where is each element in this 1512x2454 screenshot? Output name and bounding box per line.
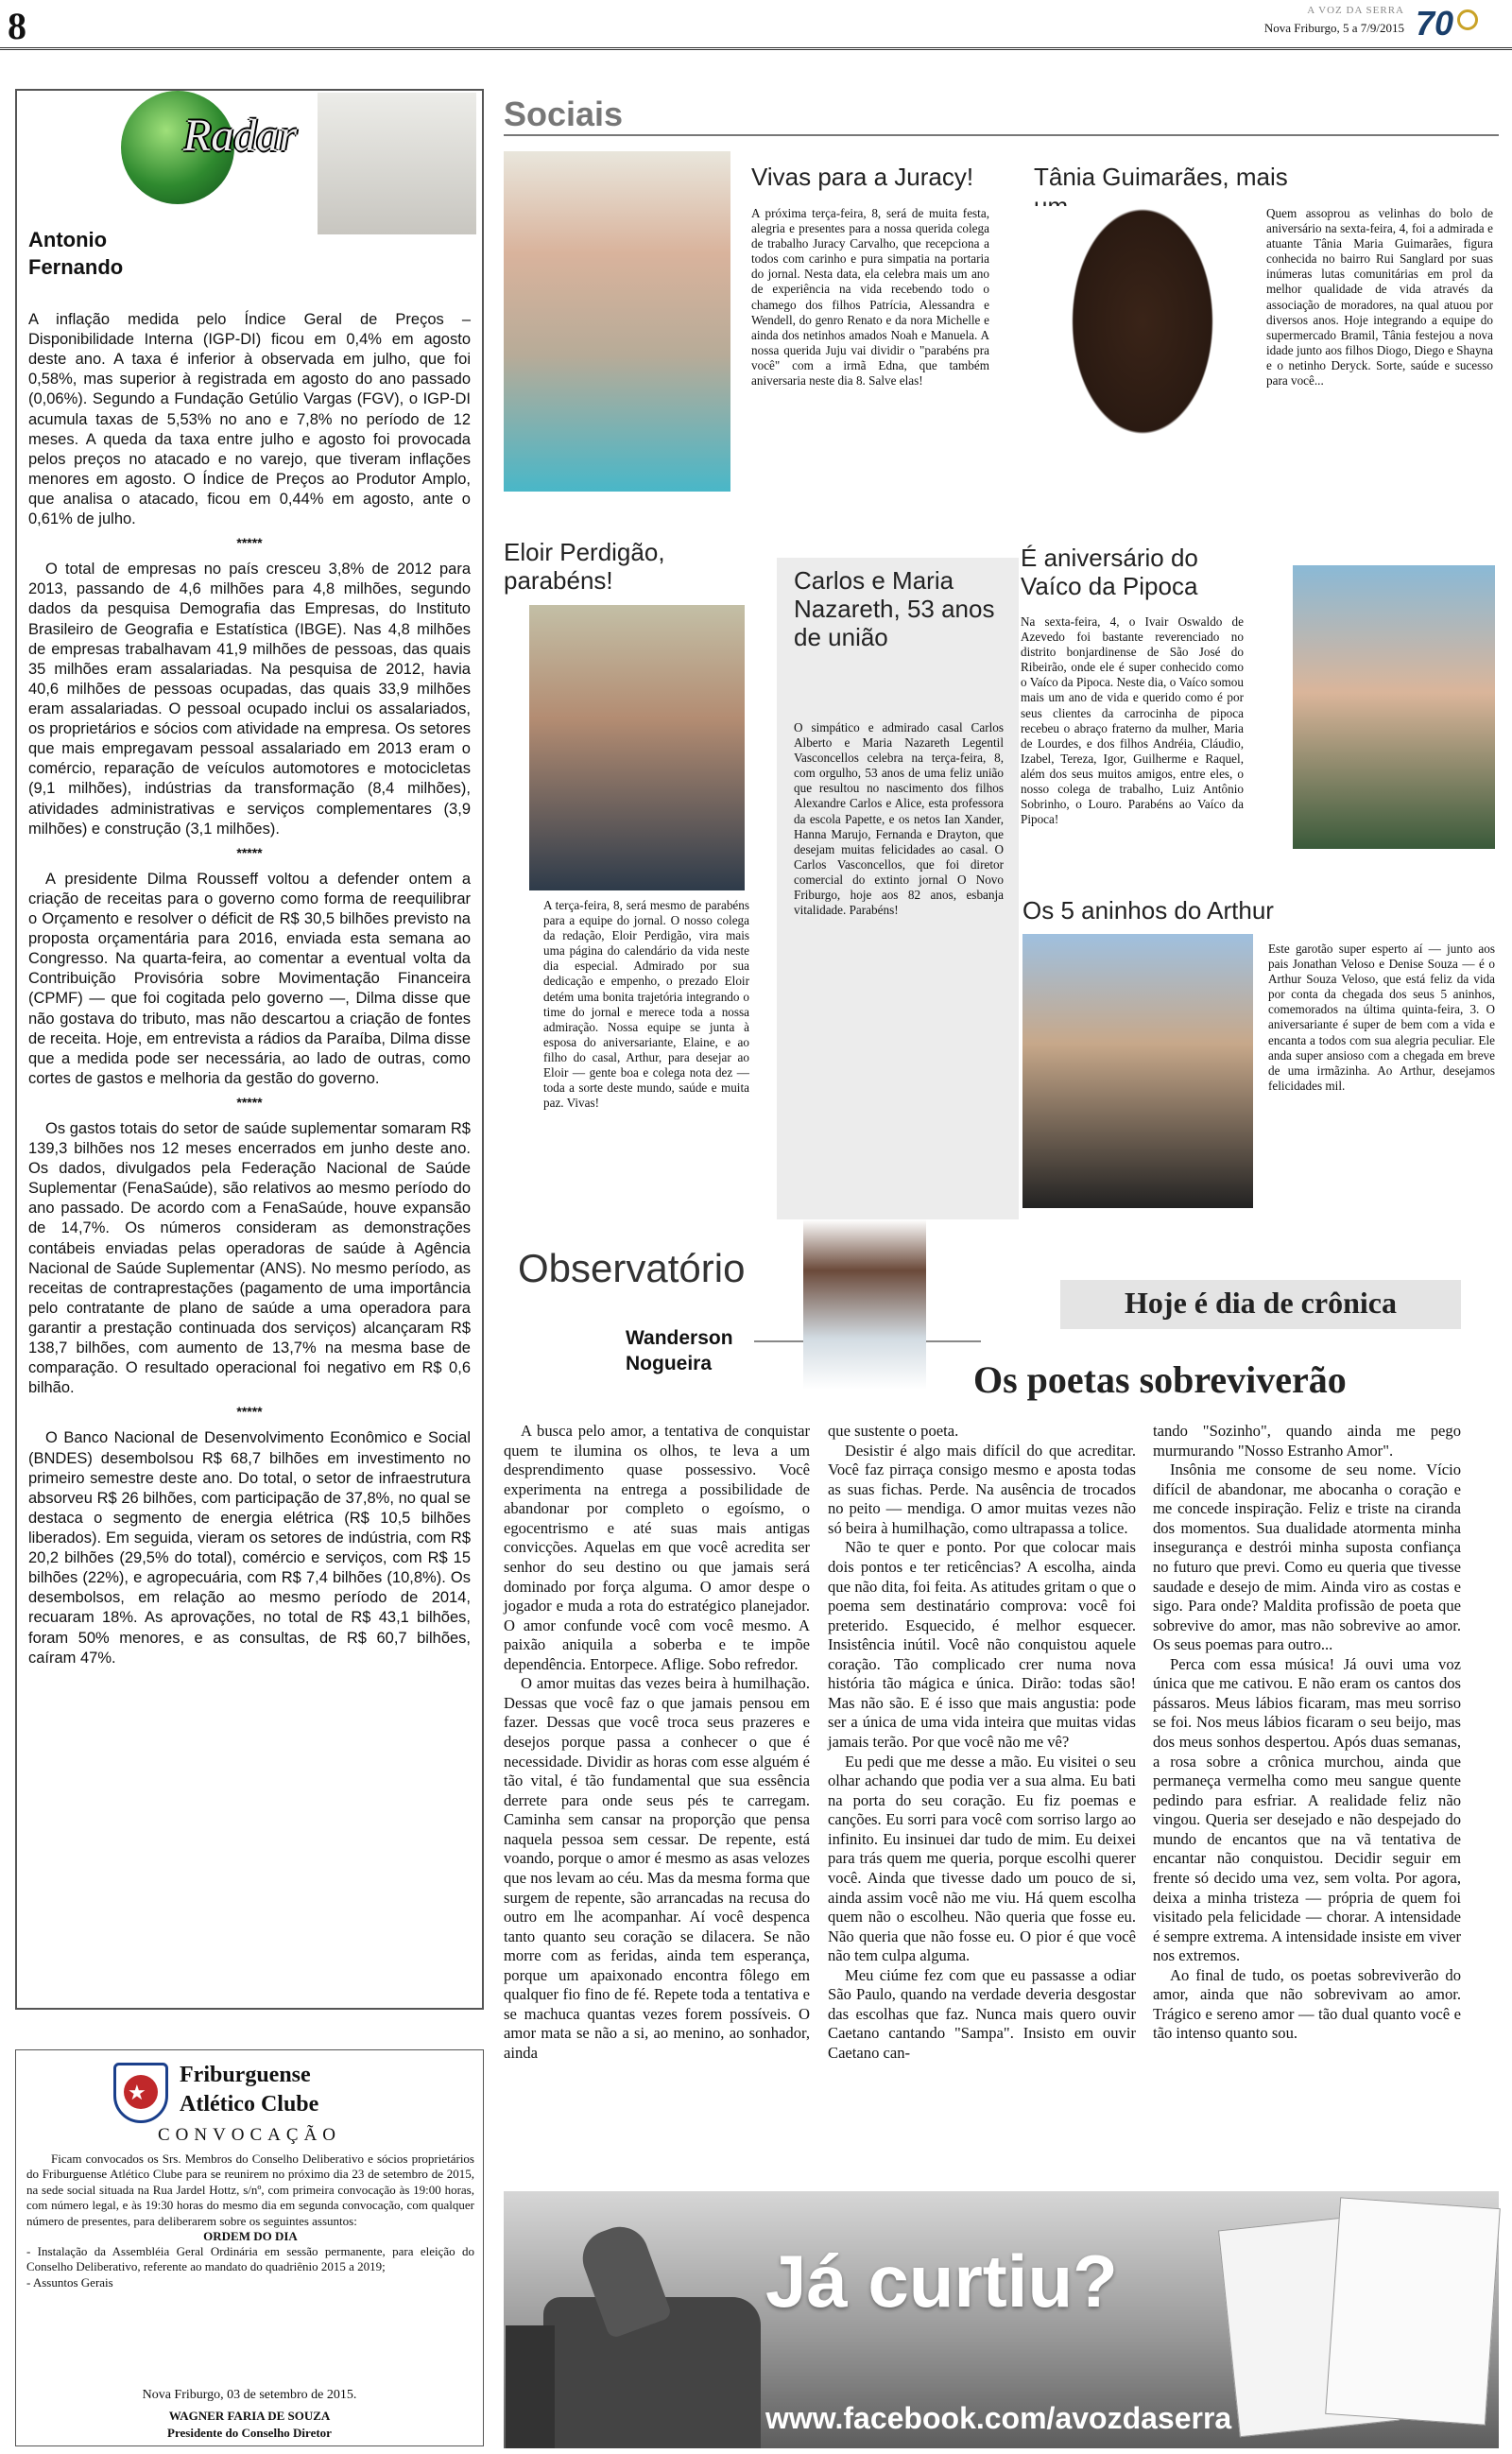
club-heading: CONVOCAÇÃO — [157, 2125, 342, 2145]
radar-separator: ***** — [236, 1404, 263, 1420]
cronica-paragraph: que sustente o poeta. — [828, 1422, 959, 1440]
cronica-kicker: Hoje é dia de crônica — [1125, 1286, 1397, 1320]
radar-separator: ***** — [236, 844, 263, 860]
anniversary-logo — [1412, 4, 1482, 45]
arthur-title: Os 5 aninhos do Arthur — [1022, 896, 1274, 925]
vaico-text: Na sexta-feira, 4, o Ivair Oswaldo de Azevedo foi bastante reverenciado no distrito bonjardinense de São José do Ribeirão, onde ele é super conhecido como o Vaíco da Pipoca. Neste dia, o Vaíco somou mais um ano de vida e querido como é por seus clientes da carrocinha de pipoca recebeu o abraço fraterno da mulher, Maria de Lourdes, e dos filhos Andréia, Cláudio, Izabel, Tereza, Igor, Guilherme e Raquel, além dos seus muitos amigos, entre eles, o nosso colega de trabalho, Luiz Antônio Sobrinho, o Louro. Parabéns ao Vaíco da Pipoca! — [1021, 614, 1244, 827]
club-text: Ficam convocados os Srs. Membros do Conselho Deliberativo e sócios proprietários do Friburguense Atlético Clube para se reunirem no próximo dia 23 de setembro de 2015, na sede social situada na Rua Jardel Hottz, s/nº, com primeira convocação às 19:00 horas, com número legal, e às 19:30 horas do mesmo dia em segunda convocação, com qualquer número de presentes, para deliberarem sobre os seguintes assuntos: — [26, 2152, 474, 2228]
carlos-title: Carlos e Maria Nazareth, 53 anos de união — [794, 566, 995, 651]
cronica-paragraph: Ao final de tudo, os poetas sobreviverão do amor, ainda que não sobrevivam ao amor. Trágico e sereno amor — tão dual quanto você e tão intenso quanto sou. — [1153, 1965, 1461, 2043]
club-signer: WAGNER FARIA DE SOUZA — [168, 2409, 331, 2423]
eloir-text: A terça-feira, 8, será mesmo de parabéns para a equipe do jornal. O nosso colega da redação, Eloir Perdigão, vira mais uma página do calendário da vida neste dia especial. Admirado por sua dedicação e empenho, o prezado Eloir detém uma bonita trajetória integrando o time do jornal e merece toda a nossa admiração. Nossa equipe se junta à esposa do aniversariante, Elaine, e ao filho do casal, Arthur, para desejar ao Eloir — gente boa e colega nota dez — toda a sorte deste mundo, saúde e muita paz. Vivas! — [543, 898, 749, 1111]
cronica-col-3 — [1153, 1422, 1461, 2044]
club-name-line2: Atlético Clube — [180, 2092, 319, 2117]
cronica-paragraph: Desistir é algo mais difícil do que acreditar. Você faz pirraça consigo mesmo e aposta todas as suas fichas. Perde. Na ausência de trocados no peito — mendiga. O amor muitas vezes não só beira à humilhação, como ultrapassa a tolice. — [828, 1441, 1136, 1537]
club-agenda-title: ORDEM DO DIA — [203, 2228, 298, 2243]
arthur-text: Este garotão super esperto aí — junto aos pais Jonathan Veloso e Denise Souza — é o Arthur Souza Veloso, que está feliz da vida por conta da chegada dos seus 5 aninhos, comemorados na última quinta-feira, 3. O aniversariante é super de bem com a vida e encanta a todos com sua alegria peculiar. Ele anda super ansioso com a chegada em breve de uma irmãzinha. Ao Arthur, desejamos felicidades mil. — [1268, 942, 1495, 1093]
club-agenda-item: - Instalação da Assembléia Geral Ordinária em sessão permanente, para eleição do Conselho Deliberativo, referente ao mandato do quadriênio 2015 a 2019; — [26, 2243, 474, 2274]
page-number: 8 — [8, 5, 26, 47]
radar-paragraph: O total de empresas no país cresceu 3,8% de 2012 para 2013, passando de 4,6 milhões para 4,8 milhões, segundo dados da pesquisa Demografia das Empresas, do Instituto Brasileiro de Geografia e Estatística (IBGE). Nas 4,8 milhões de empresas trabalhavam 41,9 milhões de pessoas, das quais 35 milhões eram assalariadas. Na pesquisa de 2012, havia 40,6 milhões de pessoas ocupadas, das quais 33,9 milhões eram assalariadas. O pessoal ocupado inclui os assalariados, os proprietários e sócios com atividade na empresa. Os setores que mais empregavam pessoal assalariado em 2013 eram o comércio, reparação de veículos automotores e motocicletas (9,1 milhões), indústrias da transformação (8,4 milhões), atividades administrativas e serviços complementares (3,9 milhões) e construção (3,1 milhões). — [28, 561, 471, 838]
radar-separator: ***** — [236, 535, 263, 551]
radar-author-last: Fernando — [28, 254, 124, 279]
club-body — [26, 2152, 474, 2290]
juracy-text: A próxima terça-feira, 8, será de muita festa, alegria e presentes para a nossa querida colega de trabalho Juracy Carvalho, que recepciona a todos com carinho e pura simpatia na portaria do jornal. Nesta data, ela celebra mais um ano de experiência na vida recebendo todo o chamego dos filhos Patrícia, Alessandra e Wendell, do genro Renato e da nora Michelle e ainda dos netinhos amados Noah e Manuela. A nossa querida Juju vai dividir o "parabéns pra você" com a irmã Edna, que também aniversaria neste dia 8. Salve elas! — [751, 206, 989, 389]
cronica-paragraph: Não te quer e ponto. Por que colocar mais dois pontos e ter reticências? A escolha, ainda que não dita, foi feita. As atitudes gritam o que o poema sem destinatário comprova: você foi preterido. Esquecido, é melhor esquecer. Insistência inútil. Você não conquistou aquele coração. Tão complicado crer numa nova história tão mágica e única. Dirão: todas são! Mas não são. E é isso que mais angustia: pode ser a única de uma vida inteira que muitas vidas jamais terão. Por que você não me vê? — [828, 1538, 1136, 1751]
juracy-title: Vivas para a Juracy! — [751, 163, 974, 191]
radar-author-first: Antonio — [28, 228, 108, 251]
header-rule — [0, 47, 1512, 50]
radar-paragraph: A presidente Dilma Rousseff voltou a defender ontem a criação de receitas para o governo como forma de reequilibrar o Orçamento e resolver o déficit de R$ 30,5 bilhões previsto na proposta orçamentária para 2016, enviada esta semana ao Congresso. Na quarta-feira, ao comentar a eventual volta da Contribuição Provisória sobre Movimentação Financeira (CPMF) — que foi cogitada pelo governo —, Dilma disse que não gostava do tributo, mas não descartou a criação de fontes de receita. Hoje, em entrevista a rádios da Paraíba, Dilma disse que a medida pode ser necessária, ao lado de outras, como cortes de gastos e melhoria da gestão do governo. — [28, 870, 471, 1087]
cronica-paragraph: Meu ciúme fez com que eu passasse a odiar São Paulo, quando na verdade deveria desgostar das escolhas que faz. Nunca mais quero ouvir Caetano cantando "Sampa". Insisto em ouvir Caetano can- — [828, 1965, 1136, 2062]
sociais-rule — [504, 134, 1499, 136]
tania-title: Tânia Guimarães, mais — [1034, 163, 1288, 191]
club-name-line1: Friburguense — [180, 2063, 311, 2087]
radar-paragraph: A inflação medida pelo Índice Geral de Preços – Disponibilidade Interna (IGP-DI) ficou em 0,4% em agosto deste ano. A taxa é inferior à observada em julho, que foi 0,58%, mas superior à registrada em agosto do ano passado (0,06%). Segundo a Fundação Getúlio Vargas (FGV), o IGP-DI acumula taxas de 5,53% no ano e 7,8% no período de 12 meses. A queda da taxa entre julho e agosto foi provocada pelos preços no atacado e no varejo, que tiveram inflações menores em agosto. O Índice de Preços ao Produtor Amplo, que analisa o atacado, ficou em 0,44% em agosto, ante o 0,61% de julho. — [28, 311, 471, 528]
carlos-text: O simpático e admirado casal Carlos Alberto e Maria Nazareth Legentil Vasconcellos celebra na terça-feira, 8, com orgulho, 53 anos de uma feliz união que resultou no nascimento dos filhos Alexandre Carlos e Alice, esta professora da escola Papette, e os netos Ian Xander, Hanna Marujo, Fernanda e Drayton, que desejam muitas felicidades ao casal. O Carlos Vasconcellos, que foi diretor comercial do extinto jornal O Novo Friburgo, hoje aos 82 anos, esbanja vitalidade. Parabéns! — [794, 720, 1004, 918]
ad-url[interactable]: www.facebook.com/avozdaserra — [765, 2401, 1232, 2435]
observatorio-author-first: Wanderson — [626, 1327, 733, 1349]
club-agenda-item: - Assuntos Gerais — [26, 2274, 113, 2290]
photo-eloir — [529, 605, 745, 890]
cronica-paragraph: O amor muitas das vezes beira à humilhação. Dessas que você faz o que jamais pensou em fazer. Dessas que você troca seus prazeres e desejos porque passa a conhecer o que é necessidade. Dividir as horas com esse alguém é tão vital, é tão fundamental que sua essência derrete para onde seus pés te carregam. Caminha sem cansar na proporção que pensa naquela pessoa sem cessar. De repente, está voando, porque o amor é mesmo as asas velozes que nos levam ao céu. Mas da mesma forma que surgem de repente, são arrancadas na recusa do outro em lhe acompanhar. Aí você despenca tanto quanto seu coração se dilacera. Se não morre com as feridas, ainda tem esperança, porque um apaixonado encontra fôlego em qualquer fio fino de fé. Repete toda a tentativa e se machuca quantas vezes forem possíveis. O amor mata se não a si, ao menino, ao sonhador, ainda — [504, 1674, 810, 2062]
tania-text: Quem assoprou as velinhas do bolo de aniversário na sexta-feira, 4, foi a admirada e atuante Tânia Maria Guimarães, figura conhecida no bairro Rui Sanglard por suas inúmeras lutas comunitárias em prol da melhor qualidade de vida através da associação de moradores, na qual atuou por diversos anos. Hoje integrando a equipe do supermercado Bramil, Tânia festejou a nova idade junto aos filhos Diogo, Diego e Shayna e o netinho Deryck. Sorte, saúde e sucesso para você... — [1266, 206, 1493, 389]
author-photo-antonio — [318, 93, 476, 234]
cronica-paragraph: Perca com essa música! Já ouvi uma voz única que me cativou. E não eram os cantos dos pássaros. Meus lábios ficaram, mas meu sorriso se foi. Nos meus lábios ficaram o seu beijo, mas dos meus sonhos despertou. Após duas semanas, a rosa sobre a crônica murchou, ainda que permaneça vermelha como meu sangue quente pedindo para esfriar. A realidade feliz não vingou. Queria ser desejado e não despejado do mundo de encantos que na vã tentativa de encantar não conquistou. Decidir seguir em frente só decido uma vez, sem volta. Por agora, deixa a minha tristeza — própria de quem foi visitado pela felicidade — chorar. A intensidade é sempre extrema. A intensidade insiste em viver nos extremos. — [1153, 1654, 1461, 1965]
radar-paragraph: O Banco Nacional de Desenvolvimento Econômico e Social (BNDES) desembolsou R$ 68,7 bilhões em investimento no primeiro semestre deste ano. Do total, o setor de infraestrutura absorveu R$ 26 bilhões, com participação de 37,8%, no qual se destaca o segmento de energia elétrica (R$ 10,5 bilhões liberados). Em seguida, vieram os setores de indústria, com R$ 20,2 bilhões (29,5% do total), comércio e serviços, com R$ 15 bilhões (22%), e agropecuária, com R$ 7,4 bilhões (10,8%). Os desembolsos, em relação ao mesmo período de 2014, recuaram 18%. As aprovações, no total de R$ 43,1 bilhões, foram 50% menores, e as consultas, de R$ 60,7 bilhões, caíram 47%. — [28, 1429, 471, 1667]
radar-logo — [121, 91, 297, 204]
cronica-col-2 — [828, 1422, 1136, 2064]
observatorio-logo: Observatório — [518, 1246, 746, 1290]
cronica-paragraph: A busca pelo amor, a tentativa de conquistar quem te ilumina os olhos, te leva a um desprendimento quase possessivo. Você experimenta na entrega a possibilidade de abandonar por completo o egoísmo, o egocentrismo e até suas mais antigas convicções. Aquelas em que você acredita ser senhor do seu destino ou que jamais será dominado por força alguma. O amor despe o jogador e muda a rota do estratégico planejador. O amor confunde você com você mesmo. A paixão aniquila a soberba e te impõe dependência. Entorpece. Aflige. Sobo refredor. — [504, 1422, 810, 1673]
photo-arthur — [1022, 934, 1253, 1208]
anniversary-number: 70 — [1416, 4, 1454, 43]
cronica-headline: Os poetas sobreviverão — [973, 1358, 1347, 1401]
cronica-paragraph: tando "Sozinho", quando ainda me pego murmurando "Nosso Estranho Amor". — [1153, 1422, 1461, 1460]
sociais-section-title: Sociais — [504, 95, 624, 133]
issue-date: Nova Friburgo, 5 a 7/9/2015 — [1263, 21, 1404, 35]
radar-separator: ***** — [236, 1094, 263, 1110]
photo-juracy — [504, 151, 730, 492]
radar-author-name — [28, 227, 123, 281]
ad-screenshots — [1228, 2203, 1499, 2439]
eloir-title: Eloir Perdigão, parabéns! — [504, 538, 665, 595]
club-name — [180, 2061, 318, 2119]
ad-headline: Já curtiu? — [765, 2239, 1118, 2323]
club-date: Nova Friburgo, 03 de setembro de 2015. — [142, 2388, 357, 2402]
thumbs-up-icon — [506, 2221, 761, 2448]
observatorio-author — [626, 1325, 733, 1377]
cronica-paragraph: Insônia me consome de seu nome. Vício difícil de abandonar, me abocanha o coração e me concede inspiração. Feliz e triste na ciranda dos momentos. Sua dualidade atormenta minha insegurança e destrói minha suposta confiança no futuro que previ. Como eu queria que tivesse saudade e desejo de mim. Ainda viro as costas e sigo. Para onde? Maldita profissão de poeta que sobrevive do amor, mas não sobrevive ao amor. Os seus poemas para outro... — [1153, 1460, 1461, 1654]
club-crest-icon: ★ — [113, 2063, 168, 2123]
photo-vaico — [1293, 565, 1495, 849]
author-photo-wanderson — [803, 1219, 926, 1390]
radar-body — [28, 310, 471, 1668]
observatorio-author-last: Nogueira — [626, 1353, 713, 1375]
radar-logo-text: Radar — [183, 111, 297, 161]
photo-tania — [1034, 206, 1251, 494]
vaico-title: É aniversário do Vaíco da Pipoca — [1021, 544, 1198, 600]
paper-name: A VOZ DA SERRA — [1307, 5, 1404, 16]
cronica-col-1 — [504, 1422, 810, 2064]
cronica-paragraph: Eu pedi que me desse a mão. Eu visitei o seu olhar achando que podia ver a sua alma. Eu bati na porta do seu coração. Eu fiz poemas e canções. Eu sorri para você com sorriso largo ao infinito. Eu insinuei dar tudo de mim. Eu deixei para trás quem me queria, porque escolhi querer você. Ainda que tivesse dado um pouco de si, ainda assim você não me viu. Há quem escolha quem não o escolheu. Não queria que fosse eu. Não queria que não fosse eu. O pior é que você não tem culpa alguma. — [828, 1752, 1136, 1965]
club-signer-title: Presidente do Conselho Diretor — [167, 2426, 332, 2440]
radar-paragraph: Os gastos totais do setor de saúde suplementar somaram R$ 139,3 bilhões nos 12 meses encerrados em junho deste ano. Os dados, divulgados pela Federação Nacional de Saúde Suplementar (FenaSaúde), são relativos ao mesmo período do ano passado. De acordo com a FenaSaúde, houve expansão de 14,7%. Os números consideram as demonstrações contábeis enviadas pelas operadoras de saúde à Agência Nacional de Saúde Suplementar (ANS). No mesmo período, as receitas de contraprestações (pagamento de uma importância pelo contratante de plano de saúde a uma operadora para garantir a prestação continuada dos serviços) alcançaram R$ 138,7 bilhões, com aumento de 13,7% na mesma base de comparação. O resultado operacional foi negativo em R$ 0,6 bilhão. — [28, 1119, 471, 1397]
